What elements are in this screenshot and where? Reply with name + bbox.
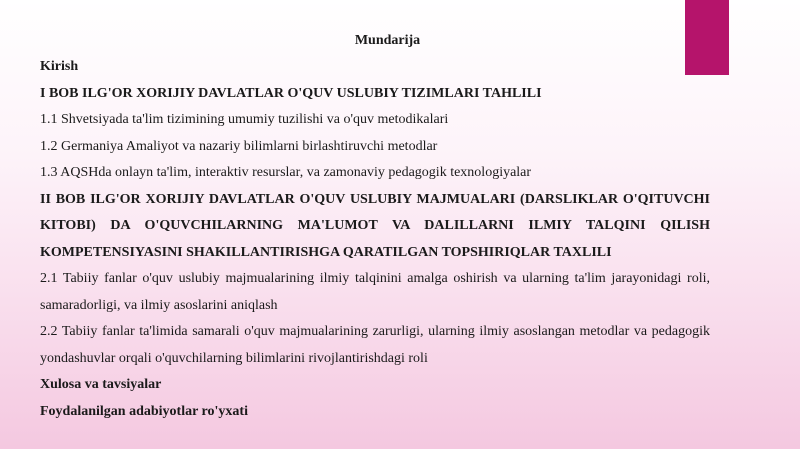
page-title: Mundarija bbox=[354, 33, 421, 48]
toc-item-section-1-3: 1.3 AQSHda onlayn ta'lim, interaktiv resurslar, va zamonaviy pedagogik texnologiyalar bbox=[40, 165, 532, 180]
toc-item-section-1-1: 1.1 Shvetsiyada ta'lim tizimining umumiy tuzilishi va o'quv metodikalari bbox=[40, 112, 449, 127]
toc-item-section-2-2: 2.2 Tabiiy fanlar ta'limida samarali o'quv majmualarining zarurligi, ularning ilmiy asoslangan metodlar va pedagogik yondashuvlar orqali o'quvchilarning bilimlarini rivojlantirishdagi roli bbox=[40, 324, 710, 366]
toc-item-intro: Kirish bbox=[40, 59, 79, 74]
toc-item-chapter-2: II BOB ILG'OR XORIJIY DAVLATLAR O'QUV USLUBIY MAJMUALARI (DARSLIKLAR O'QITUVCHI KITOBI) DA O'QUVCHILARNING MA'LUMOT VA DALILLARNI ILMIY TALQINI QILISH KOMPETENSIYASINI SHAKILLANTIRISHGA QARATILGAN TOPSHIRIQLAR TAXLILI bbox=[40, 191, 710, 260]
toc-item-section-2-1: 2.1 Tabiiy fanlar o'quv uslubiy majmualarining ilmiy talqinini amalga oshirish va ularning ta'lim jarayonidagi roli, samaradorligi, va ilmiy asoslarini aniqlash bbox=[40, 271, 710, 313]
toc-item-chapter-1: I BOB ILG'OR XORIJIY DAVLATLAR O'QUV USLUBIY TIZIMLARI TAHLILI bbox=[40, 85, 542, 101]
table-of-contents bbox=[40, 28, 710, 425]
toc-item-references: Foydalanilgan adabiyotlar ro'yxati bbox=[40, 403, 248, 419]
toc-item-section-1-2: 1.2 Germaniya Amaliyot va nazariy bilimlarni birlashtiruvchi metodlar bbox=[40, 138, 438, 154]
toc-item-conclusion: Xulosa va tavsiyalar bbox=[40, 377, 162, 392]
